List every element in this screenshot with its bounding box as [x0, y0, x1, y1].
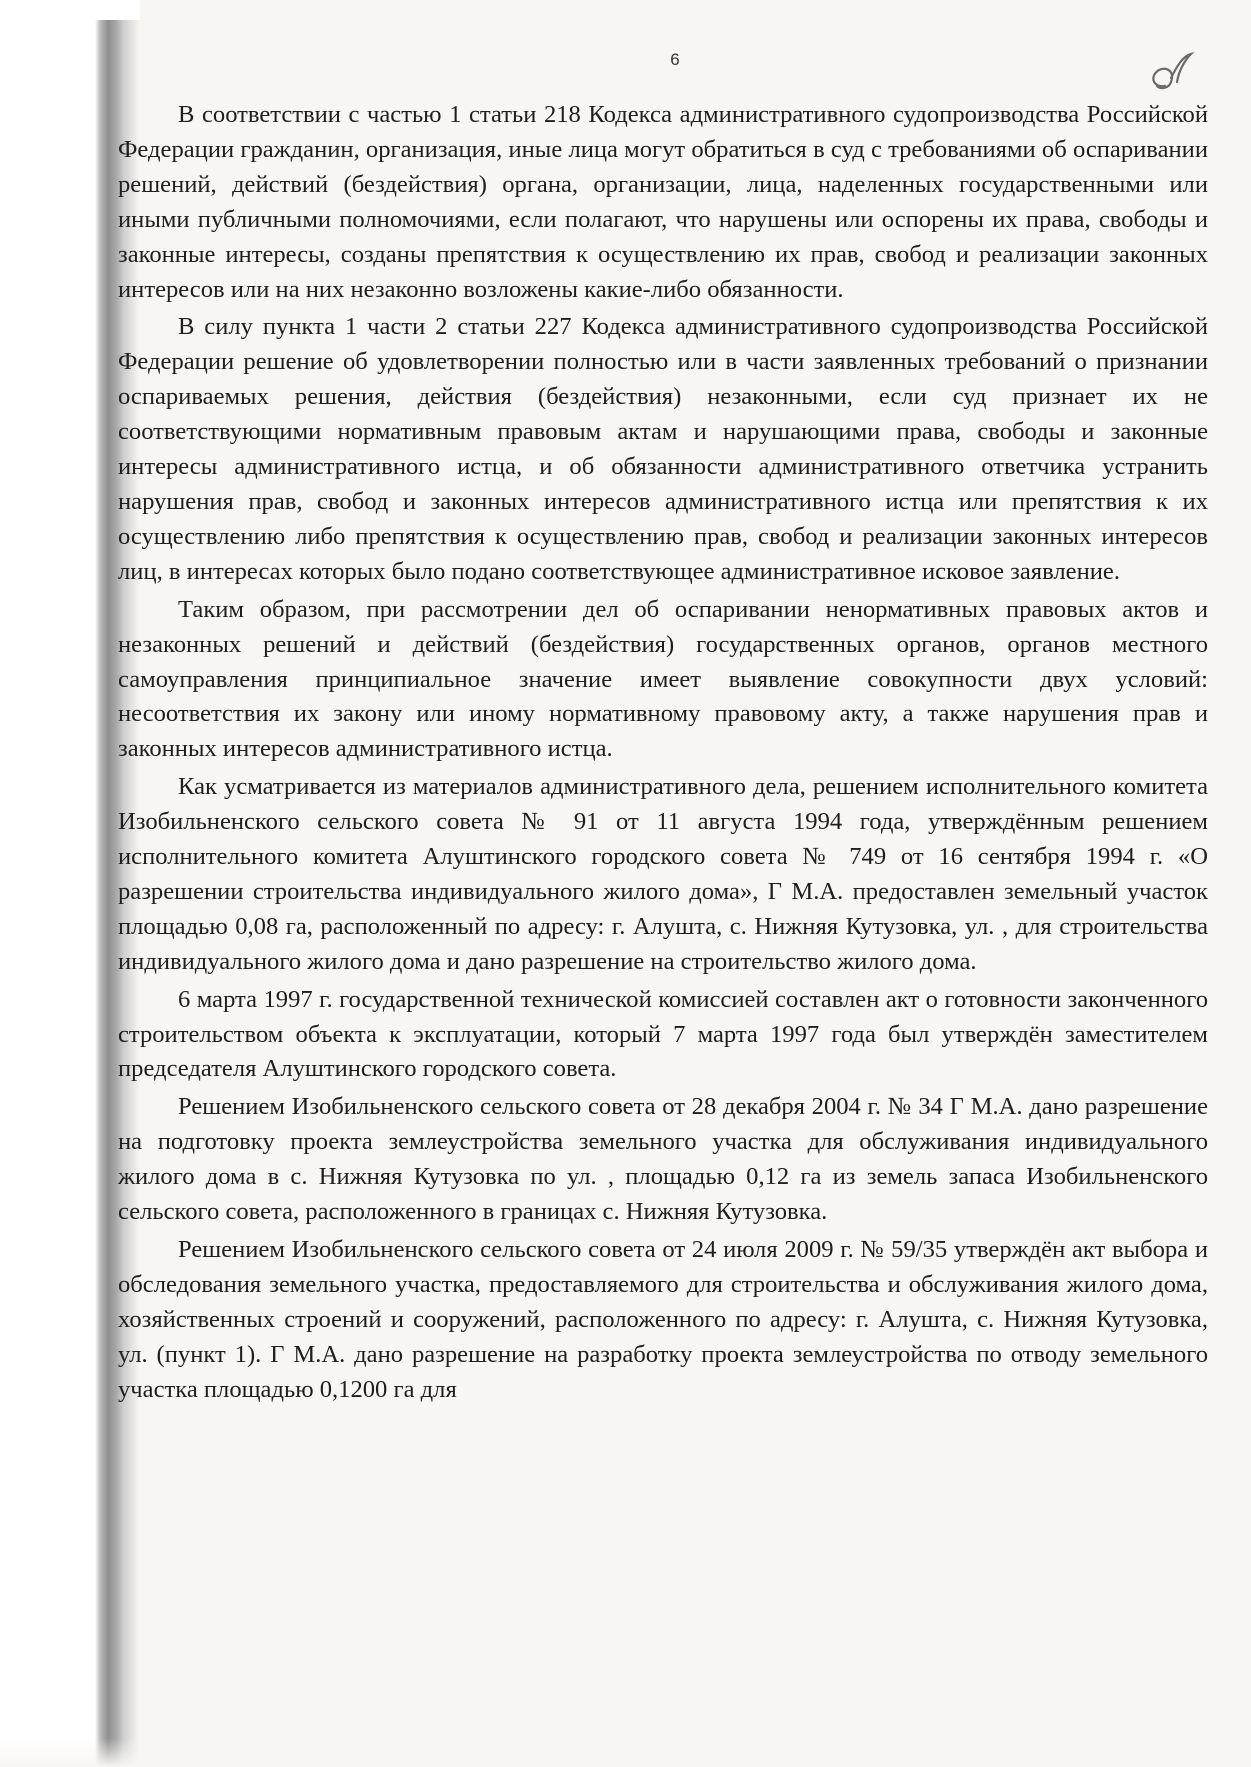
- page-number: 6: [670, 50, 680, 69]
- paragraph-7: Решением Изобильненского сельского совета от 24 июля 2009 г. № 59/35 утверждён акт выбора и обследования земельного участка, предоставляемого для строительства и обслуживания жилого дома, хозяйственных строений и сооружений, расположенного по адресу: г. Алушта, с. Нижняя Кутузовка, ул. (пункт 1). Г М.А. дано разрешение на разработку проекта землеустройства по отводу земельного участка площадью 0,1200 га для: [118, 1236, 1208, 1403]
- paragraph-5: 6 марта 1997 г. государственной технической комиссией составлен акт о готовности законченного строительством объекта к эксплуатации, который 7 марта 1997 года был утверждён заместителем председателя Алуштинского городского совета.: [118, 985, 1208, 1083]
- document-body: [118, 98, 1208, 1408]
- bottom-crop-fade: [0, 1738, 1251, 1767]
- paragraph-6: Решением Изобильненского сельского совета от 28 декабря 2004 г. № 34 Г М.А. дано разрешение на подготовку проекта землеустройства земельного участка для обслуживания индивидуального жилого дома в с. Нижняя Кутузовка по ул. , площадью 0,12 га из земель запаса Изобильненского сельского совета, расположенного в границах с. Нижняя Кутузовка.: [118, 1093, 1208, 1226]
- handwritten-mark-icon: [1135, 48, 1205, 98]
- paragraph-1: В соответствии с частью 1 статьи 218 Кодекса административного судопроизводства Российской Федерации гражданин, организация, иные лица могут обратиться в суд с требованиями об оспаривании решений, действий (бездействия) органа, организации, лица, наделенных государственными или иными публичными полномочиями, если полагают, что нарушены или оспорены их права, свободы и законные интересы, созданы препятствия к осуществлению их прав, свобод и реализации законных интересов или на них незаконно возложены какие-либо обязанности.: [118, 101, 1208, 303]
- paragraph-4: Как усматривается из материалов административного дела, решением исполнительного комитета Изобильненского сельского совета № 91 от 11 августа 1994 года, утверждённым решением исполнительного комитета Алуштинского городского совета № 749 от 16 сентября 1994 г. «О разрешении строительства индивидуального жилого дома», Г М.А. предоставлен земельный участок площадью 0,08 га, расположенный по адресу: г. Алушта, с. Нижняя Кутузовка, ул. , для строительства индивидуального жилого дома и дано разрешение на строительство жилого дома.: [118, 773, 1208, 975]
- paragraph-2: В силу пункта 1 части 2 статьи 227 Кодекса административного судопроизводства Российской Федерации решение об удовлетворении полностью или в части заявленных требований о признании оспариваемых решения, действия (бездействия) незаконными, если суд признает их не соответствующими нормативным правовым актам и нарушающими права, свободы и законные интересы административного истца, и об обязанности административного ответчика устранить нарушения прав, свобод и законных интересов административного истца или препятствия к их осуществлению либо препятствия к осуществлению прав, свобод и реализации законных интересов лиц, в интересах которых было подано соответствующее административное исковое заявление.: [118, 313, 1208, 585]
- scan-edge-top: [0, 0, 140, 20]
- paragraph-3: Таким образом, при рассмотрении дел об оспаривании ненормативных правовых актов и незаконных решений и действий (бездействия) государственных органов, органов местного самоуправления принципиальное значение имеет выявление совокупности двух условий: несоответствия их закону или иному нормативному правовому акту, а также нарушения прав и законных интересов административного истца.: [118, 595, 1208, 763]
